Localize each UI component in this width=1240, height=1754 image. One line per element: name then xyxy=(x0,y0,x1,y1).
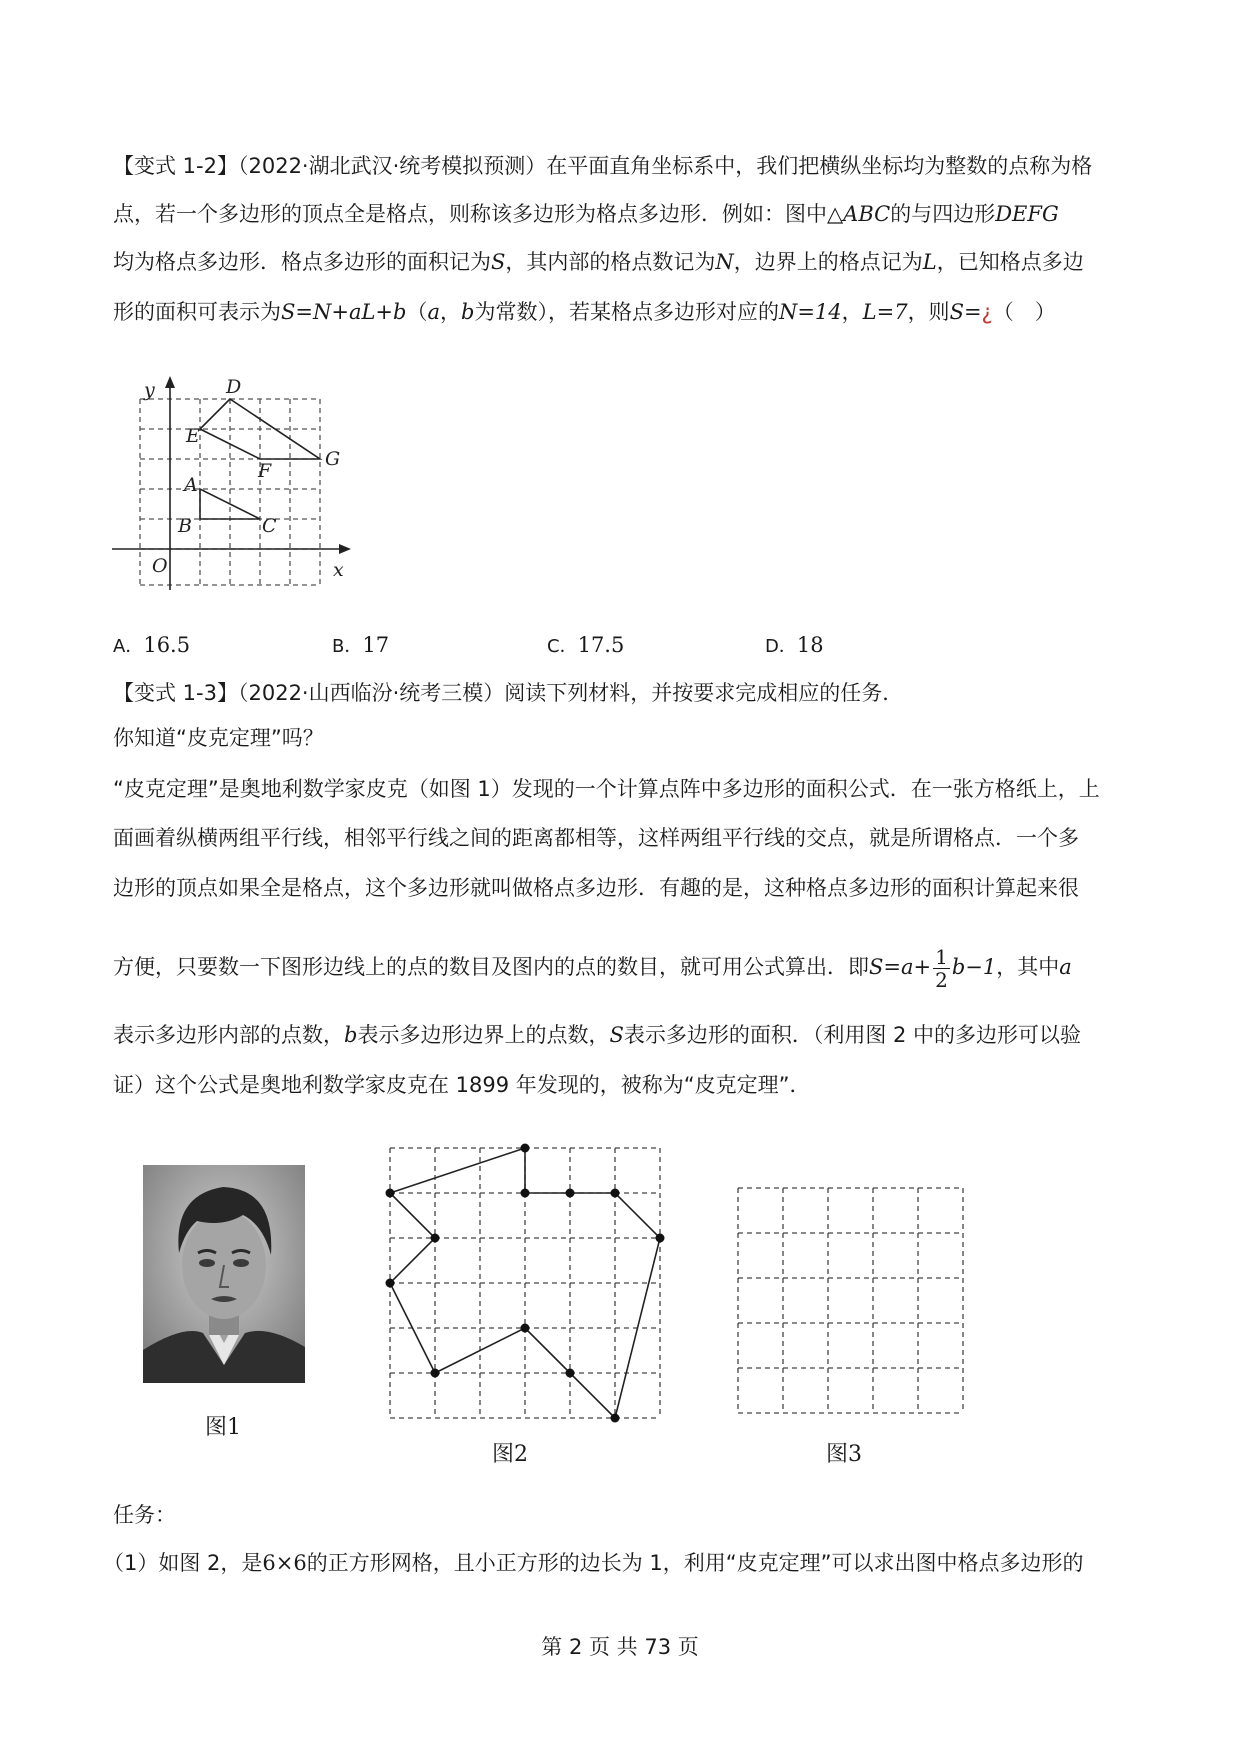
q12-text: （ xyxy=(406,300,428,324)
q12-line-2 xyxy=(113,199,1059,229)
q12-label: 【变式 1-2】 xyxy=(113,154,238,178)
q13-line-2: 你知道“皮克定理”吗？ xyxy=(113,726,324,750)
formula-s: S=N+aL+b xyxy=(281,300,407,324)
q13-line-6 xyxy=(113,942,1072,992)
math-b: b xyxy=(461,300,475,324)
q12-text: 点，若一个多边形的顶点全是格点，则称该多边形为格点多边形．例如：图中 xyxy=(113,202,827,226)
pick-formula-start: S=a+ xyxy=(869,955,932,979)
axes xyxy=(112,376,351,590)
q13-source: （2022·山西临汾·统考三模） xyxy=(237,681,505,705)
math-a: a xyxy=(1059,955,1072,979)
figure-2-caption: 图2 xyxy=(492,1442,528,1467)
math-s: S xyxy=(609,1023,624,1047)
option-a[interactable] xyxy=(113,630,190,662)
fraction-numerator: 1 xyxy=(935,944,948,969)
task-text: 的正方形网格，且小正方形的边长为 1，利用“皮克定理”可以求出图中格点多边形的 xyxy=(306,1551,1084,1575)
q12-line-1 xyxy=(113,151,1092,181)
y-axis-label: y xyxy=(144,379,155,401)
q13-text: 表示多边形内部的点数， xyxy=(113,1023,344,1047)
math-n: N xyxy=(715,250,734,274)
q12-text: ，其内部的格点数记为 xyxy=(505,250,716,274)
option-d[interactable] xyxy=(765,630,824,662)
q13-line-4: 面画着纵横两组平行线，相邻平行线之间的距离都相等，这样两组平行线的交点，就是所谓格点．一个多 xyxy=(113,826,1079,850)
q13-line-1 xyxy=(113,678,903,708)
option-key: D． xyxy=(765,636,797,657)
point-e-label: E xyxy=(186,425,200,447)
point-d-label: D xyxy=(226,376,242,398)
option-value: 16.5 xyxy=(143,633,191,657)
option-value: 17.5 xyxy=(577,633,625,657)
q12-text: ，边界上的格点记为 xyxy=(733,250,923,274)
q13-label: 【变式 1-3】 xyxy=(113,681,238,705)
math-abc: ABC xyxy=(843,202,891,226)
option-b[interactable] xyxy=(332,630,389,662)
q12-text: ，已知格点多边 xyxy=(936,250,1084,274)
origin-label: O xyxy=(152,555,168,577)
math-defg: DEFG xyxy=(995,202,1059,226)
q12-text: 为常数），若某格点多边形对应的 xyxy=(474,300,779,324)
figure-3-caption: 图3 xyxy=(826,1442,862,1467)
q12-text: 均为格点多边形．格点多边形的面积记为 xyxy=(113,250,491,274)
q12-line-3 xyxy=(113,247,1084,277)
fraction-half xyxy=(933,946,950,991)
math-b: b xyxy=(344,1023,358,1047)
coordinate-grid-figure xyxy=(108,372,358,594)
page-footer: 第 2 页 共 73 页 xyxy=(541,1635,699,1659)
condition-n: N=14 xyxy=(778,300,842,324)
point-g-label: G xyxy=(325,448,341,470)
grid-size: 6×6 xyxy=(262,1551,307,1575)
option-key: A． xyxy=(113,636,144,657)
q13-text: 表示多边形的面积．（利用图 2 中的多边形可以验 xyxy=(623,1023,1082,1047)
condition-l: L=7 xyxy=(862,300,908,324)
option-key: C． xyxy=(547,636,578,657)
point-f-label: F xyxy=(258,460,272,482)
point-c-label: C xyxy=(262,515,277,537)
task-title: 任务： xyxy=(113,1503,176,1527)
math-ask: S= xyxy=(949,300,982,324)
glitch-char: ¿ xyxy=(981,300,993,324)
q13-line-7 xyxy=(113,1020,1081,1050)
option-c[interactable] xyxy=(547,630,624,662)
math-a: a xyxy=(427,300,440,324)
option-value: 17 xyxy=(362,633,390,657)
option-key: B． xyxy=(332,636,363,657)
point-b-label: B xyxy=(178,515,192,537)
answer-paren: （ ） xyxy=(992,300,1056,324)
task-text: （1）如图 2，是 xyxy=(103,1551,263,1575)
q13-text: 阅读下列材料，并按要求完成相应的任务． xyxy=(504,681,904,705)
q13-text: ，其中 xyxy=(996,955,1060,979)
q13-line-3: “皮克定理”是奥地利数学家皮克（如图 1）发现的一个计算点阵中多边形的面积公式．在一张方格纸上，上 xyxy=(113,777,1100,801)
q12-line-4 xyxy=(113,297,1056,327)
q12-text: 形的面积可表示为 xyxy=(113,300,281,324)
lattice-polygon-figure xyxy=(380,1140,680,1430)
task-item-1 xyxy=(103,1548,1084,1578)
pick-formula-end: b−1 xyxy=(951,955,997,979)
math-l: L xyxy=(922,250,937,274)
q12-text: 在平面直角坐标系中，我们把横纵坐标均为整数的点称为格 xyxy=(546,154,1093,178)
q13-line-5: 边形的顶点如果全是格点，这个多边形就叫做格点多边形．有趣的是，这种格点多边形的面积计算起来很 xyxy=(113,876,1079,900)
q12-text: ， xyxy=(440,300,461,324)
triangle-symbol: △ xyxy=(827,202,844,226)
fraction-denominator: 2 xyxy=(935,967,948,992)
q13-text: 方便，只要数一下图形边线上的点的数目及图内的点的数目，就可用公式算出．即 xyxy=(113,955,869,979)
q13-text: 表示多边形边界上的点数， xyxy=(357,1023,610,1047)
q12-source: （2022·湖北武汉·统考模拟预测） xyxy=(237,154,547,178)
math-s: S xyxy=(491,250,506,274)
point-a-label: A xyxy=(184,474,198,496)
q12-text: 的与四边形 xyxy=(890,202,996,226)
q12-text: ，则 xyxy=(907,300,950,324)
portrait-photo xyxy=(143,1165,305,1383)
figure-1-caption: 图1 xyxy=(205,1415,241,1440)
x-axis-label: x xyxy=(333,559,344,581)
q13-line-8: 证）这个公式是奥地利数学家皮克在 1899 年发现的，被称为“皮克定理”． xyxy=(113,1073,811,1097)
q12-text: ， xyxy=(841,300,863,324)
empty-grid-figure xyxy=(730,1180,970,1420)
option-value: 18 xyxy=(796,633,824,657)
